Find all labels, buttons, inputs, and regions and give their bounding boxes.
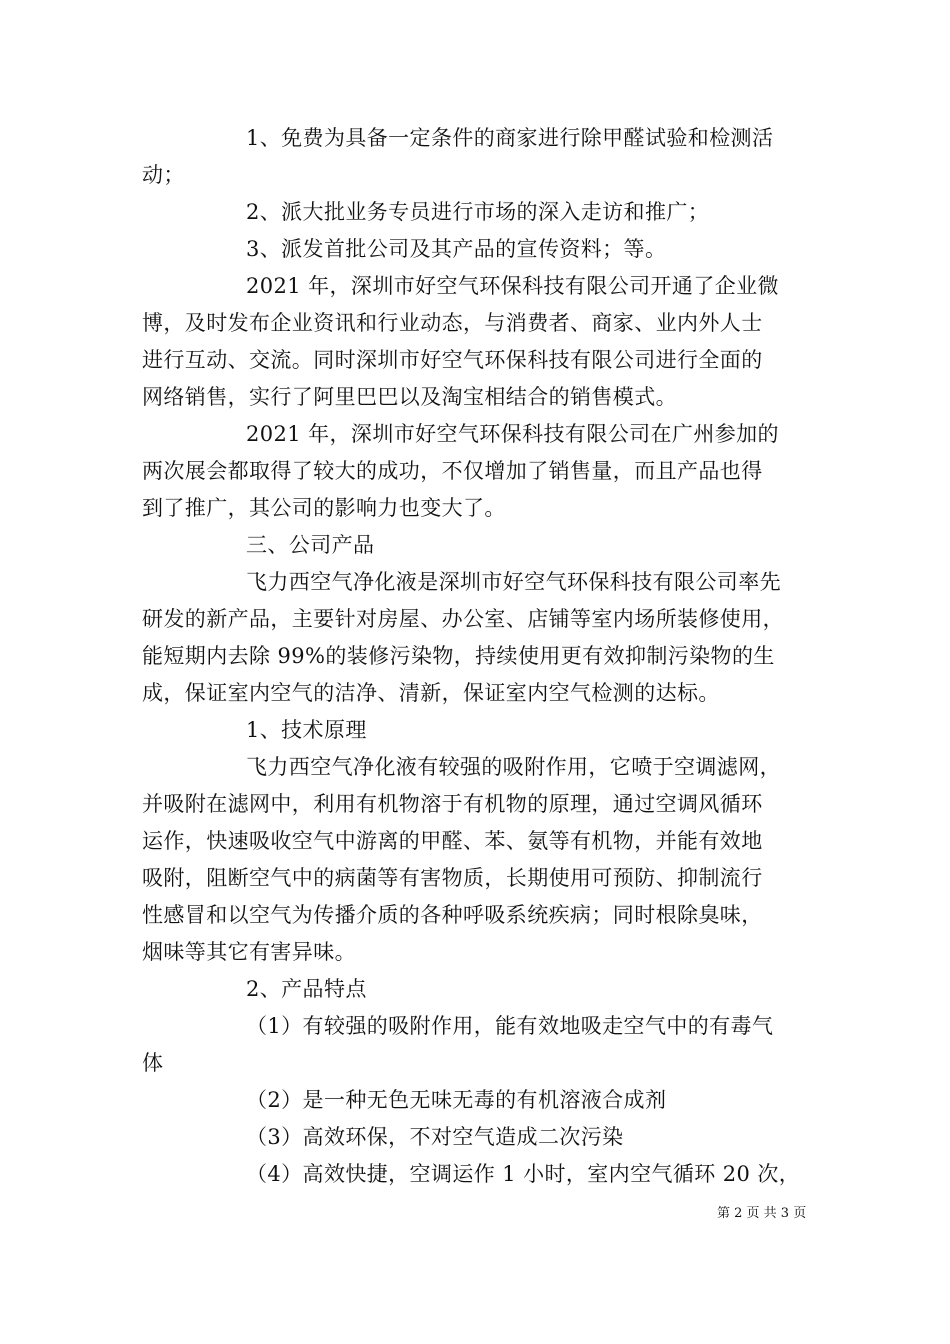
- subsection-heading: 1、技术原理: [246, 718, 367, 742]
- paragraph-line: 进行互动、交流。同时深圳市好空气环保科技有限公司进行全面的: [142, 348, 763, 372]
- subsection-heading: 2、产品特点: [246, 977, 367, 1001]
- paragraph-line: 3、派发首批公司及其产品的宣传资料；等。: [246, 237, 667, 261]
- paragraph-line: 飞力西空气净化液有较强的吸附作用，它喷于空调滤网，: [246, 755, 781, 779]
- paragraph-line: 1、免费为具备一定条件的商家进行除甲醛试验和检测活: [246, 126, 774, 150]
- paragraph-line: 研发的新产品，主要针对房屋、办公室、店铺等室内场所装修使用，: [142, 607, 784, 631]
- paragraph-line: 吸附，阻断空气中的病菌等有害物质，长期使用可预防、抑制流行: [142, 866, 763, 890]
- paragraph-line: 动；: [142, 163, 185, 187]
- paragraph-line: 2021 年，深圳市好空气环保科技有限公司开通了企业微: [246, 274, 779, 298]
- list-item: （3）高效环保，不对空气造成二次污染: [246, 1125, 624, 1149]
- paragraph-line: 飞力西空气净化液是深圳市好空气环保科技有限公司率先: [246, 570, 781, 594]
- page-number-footer: 第 2 页 共 3 页: [717, 1206, 807, 1221]
- paragraph-line: 能短期内去除 99%的装修污染物，持续使用更有效抑制污染物的生: [142, 644, 775, 668]
- paragraph-line: 到了推广，其公司的影响力也变大了。: [142, 496, 506, 520]
- paragraph-line: 网络销售，实行了阿里巴巴以及淘宝相结合的销售模式。: [142, 385, 677, 409]
- paragraph-line: 2021 年，深圳市好空气环保科技有限公司在广州参加的: [246, 422, 779, 446]
- paragraph-line: 成，保证室内空气的洁净、清新，保证室内空气检测的达标。: [142, 681, 720, 705]
- paragraph-line: 两次展会都取得了较大的成功，不仅增加了销售量，而且产品也得: [142, 459, 763, 483]
- section-heading: 三、公司产品: [246, 533, 375, 557]
- paragraph-line: 运作，快速吸收空气中游离的甲醛、苯、氨等有机物，并能有效地: [142, 829, 763, 853]
- paragraph-line: 并吸附在滤网中，利用有机物溶于有机物的原理，通过空调风循环: [142, 792, 763, 816]
- list-item-continuation: 体: [142, 1051, 164, 1075]
- paragraph-line: 博，及时发布企业资讯和行业动态，与消费者、商家、业内外人士: [142, 311, 763, 335]
- paragraph-line: 2、派大批业务专员进行市场的深入走访和推广；: [246, 200, 710, 224]
- list-item: （4）高效快捷，空调运作 1 小时，室内空气循环 20 次，: [246, 1162, 801, 1186]
- list-item: （2）是一种无色无味无毒的有机溶液合成剂: [246, 1088, 667, 1112]
- paragraph-line: 烟味等其它有害异味。: [142, 940, 356, 964]
- list-item: （1）有较强的吸附作用，能有效地吸走空气中的有毒气: [246, 1014, 774, 1038]
- paragraph-line: 性感冒和以空气为传播介质的各种呼吸系统疾病；同时根除臭味，: [142, 903, 763, 927]
